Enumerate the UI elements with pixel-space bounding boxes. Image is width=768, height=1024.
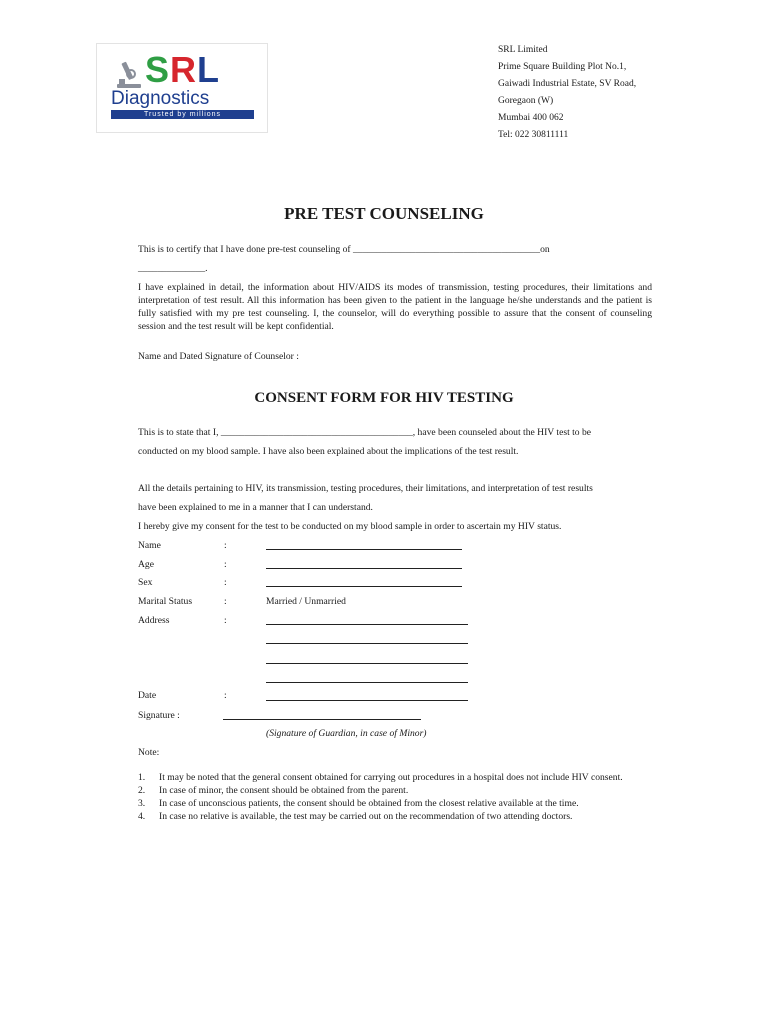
address-field-line-2[interactable] bbox=[266, 643, 468, 644]
list-item bbox=[138, 771, 660, 784]
brand-letter-l: L bbox=[197, 49, 221, 90]
note-number: 4. bbox=[138, 811, 146, 822]
guardian-signature-note: (Signature of Guardian, in case of Minor) bbox=[266, 728, 427, 739]
field-label-marital-status: Marital Status bbox=[138, 596, 193, 607]
field-colon: : bbox=[224, 577, 227, 588]
consent-statement: I hereby give my consent for the test to be conducted on my blood sample in order to ascertain my HIV status. bbox=[138, 521, 562, 532]
consent-state-line: This is to state that I, ________________________________________, have been counseled about the HIV test to be bbox=[138, 427, 592, 438]
field-colon: : bbox=[224, 596, 227, 607]
address-line: Tel: 022 30811111 bbox=[498, 130, 569, 140]
consent-details-line: All the details pertaining to HIV, its transmission, testing procedures, their limitations, and interpretation of test results bbox=[138, 483, 593, 494]
consent-details-line-2: have been explained to me in a manner that I can understand. bbox=[138, 502, 373, 513]
signature-label: Signature : bbox=[138, 710, 180, 721]
brand-sub: Diagnostics bbox=[111, 88, 210, 109]
address-field-line-3[interactable] bbox=[266, 663, 468, 664]
field-colon: : bbox=[224, 540, 227, 551]
address-line: Goregaon (W) bbox=[498, 96, 554, 106]
date-field[interactable] bbox=[266, 700, 468, 701]
note-text: In case no relative is available, the test may be carried out on the recommendation of two attending doctors. bbox=[159, 811, 573, 822]
field-label-date: Date bbox=[138, 690, 157, 701]
certify-line: This is to certify that I have done pre-test counseling of _______________________________________on bbox=[138, 244, 550, 255]
note-text: It may be noted that the general consent obtained for carrying out procedures in a hospital does not include HIV consent. bbox=[159, 772, 623, 783]
notes-list bbox=[138, 771, 660, 823]
brand-mark bbox=[145, 49, 221, 90]
counselor-signature-label: Name and Dated Signature of Counselor : bbox=[138, 351, 299, 362]
srl-diagnostics-logo bbox=[96, 43, 268, 133]
note-text: In case of minor, the consent should be obtained from the parent. bbox=[159, 785, 409, 796]
address-line: Gaiwadi Industrial Estate, SV Road, bbox=[498, 79, 637, 89]
note-number: 2. bbox=[138, 785, 146, 796]
field-label-address: Address bbox=[138, 615, 170, 626]
consent-state-line-2: conducted on my blood sample. I have also been explained about the implications of the test result. bbox=[138, 446, 519, 457]
field-label-name: Name bbox=[138, 540, 161, 551]
field-colon: : bbox=[224, 690, 227, 701]
pretest-title: PRE TEST COUNSELING bbox=[284, 204, 484, 223]
certify-line-cont: ______________. bbox=[138, 263, 208, 274]
address-field-line-1[interactable] bbox=[266, 624, 468, 625]
note-text: In case of unconscious patients, the consent should be obtained from the closest relative available at the time. bbox=[159, 798, 579, 809]
brand-letter-s: S bbox=[145, 49, 171, 90]
consent-title: CONSENT FORM FOR HIV TESTING bbox=[254, 390, 514, 406]
field-colon: : bbox=[224, 615, 227, 626]
company-address bbox=[498, 42, 636, 144]
address-line: Prime Square Building Plot No.1, bbox=[498, 62, 627, 72]
note-number: 3. bbox=[138, 798, 146, 809]
list-item bbox=[138, 810, 660, 823]
list-item bbox=[138, 797, 660, 810]
sex-field[interactable] bbox=[266, 586, 462, 587]
address-line: Mumbai 400 062 bbox=[498, 113, 564, 123]
address-field-line-4[interactable] bbox=[266, 682, 468, 683]
list-item bbox=[138, 784, 660, 797]
age-field[interactable] bbox=[266, 568, 462, 569]
signature-field[interactable] bbox=[223, 719, 421, 720]
field-colon: : bbox=[224, 559, 227, 570]
field-label-age: Age bbox=[138, 559, 154, 570]
name-field[interactable] bbox=[266, 549, 462, 550]
field-label-sex: Sex bbox=[138, 577, 153, 588]
note-heading: Note: bbox=[138, 747, 160, 758]
brand-letter-r: R bbox=[170, 49, 198, 90]
counseling-explanation: I have explained in detail, the information about HIV/AIDS its modes of transmission, testing procedures, their limitations and interpretation of test result. All this information has been given to the patient in the language he/she understands and the patient is fully satisfied with my pre test counseling. I, the counselor, will do everything possible to assure that the consent of counseling session and the test result will be kept confidential. bbox=[138, 282, 652, 332]
brand-tagline: Trusted by millions bbox=[111, 110, 254, 119]
address-line: SRL Limited bbox=[498, 45, 548, 55]
note-number: 1. bbox=[138, 772, 146, 783]
marital-status-options[interactable]: Married / Unmarried bbox=[266, 596, 346, 607]
